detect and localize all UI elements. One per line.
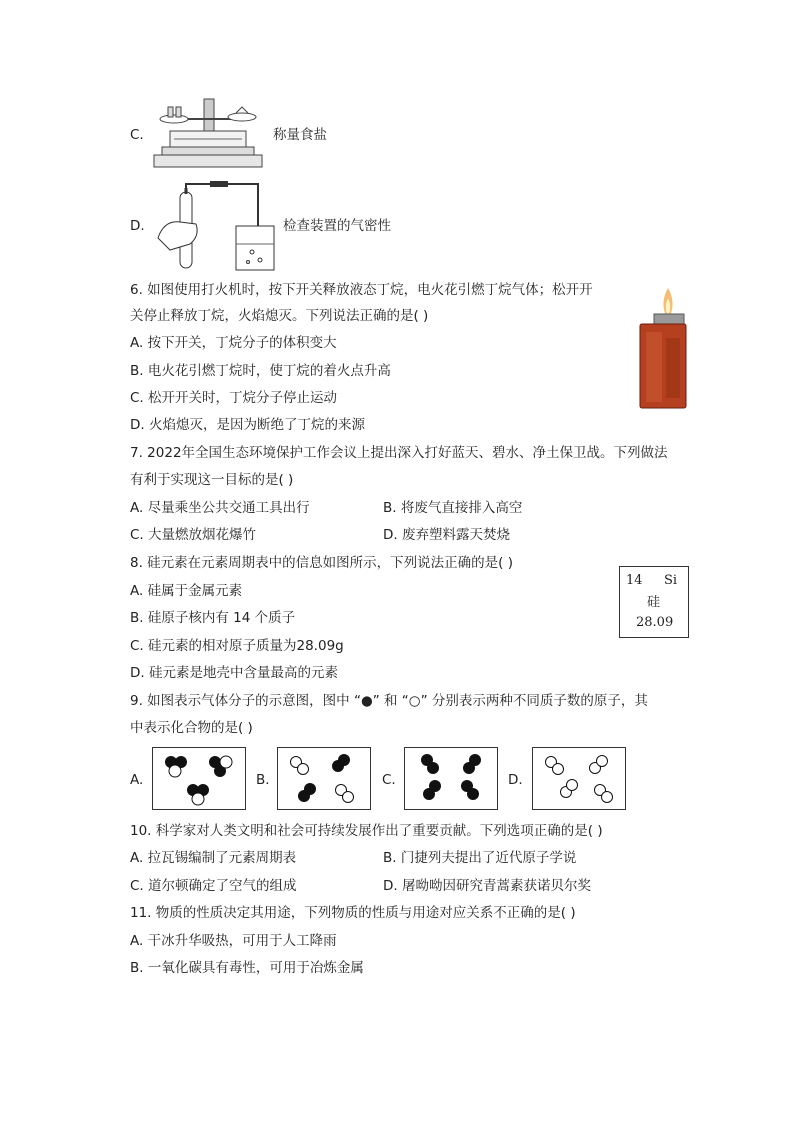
q11-option-a: A. 干冰升华吸热，可用于人工降雨 [130,933,337,949]
q9-stem-line2: 中表示化合物的是( ) [130,720,253,736]
element-name: 硅 [647,595,661,610]
q7-stem-line1: 7. 2022年全国生态环境保护工作会议上提出深入打好蓝天、碧水、净土保卫战。下列做法 [130,445,668,461]
option-d-letter: D. [130,218,145,234]
molecule-diagram-d [532,747,626,810]
q10-stem: 10. 科学家对人类文明和社会可持续发展作出了重要贡献。下列选项正确的是( ) [130,823,603,839]
q6-stem-line1: 6. 如图使用打火机时，按下开关释放液态丁烷，电火花引燃丁烷气体；松开开 [130,282,593,298]
q9-label-c: C. [382,772,396,788]
lighter-image [636,288,688,410]
molecule-diagram-c [404,747,498,810]
balance-scale-illustration [152,97,264,171]
q7-option-b: B. 将废气直接排入高空 [383,500,523,516]
atomic-mass: 28.09 [636,615,674,630]
q8-option-d: D. 硅元素是地壳中含量最高的元素 [130,665,338,681]
option-c-text: 称量食盐 [273,127,327,143]
q8-option-c: C. 硅元素的相对原子质量为28.09g [130,638,344,654]
element-symbol: Si [664,573,678,588]
molecule-diagram-b [277,747,371,810]
option-d-text: 检查装置的气密性 [283,218,391,234]
q6-option-b: B. 电火花引燃丁烷时，使丁烷的着火点升高 [130,363,391,379]
q9-label-a: A. [130,772,144,788]
q7-stem-line2: 有利于实现这一目标的是( ) [130,472,294,488]
q8-stem: 8. 硅元素在元素周期表中的信息如图所示，下列说法正确的是( ) [130,555,513,571]
q8-option-a: A. 硅属于金属元素 [130,583,243,599]
airtightness-apparatus-illustration [150,180,280,272]
q6-option-c: C. 松开开关时，丁烷分子停止运动 [130,390,338,406]
q7-option-d: D. 废弃塑料露天焚烧 [383,527,510,543]
molecule-diagram-a [152,747,246,810]
q10-option-b: B. 门捷列夫提出了近代原子学说 [383,850,577,866]
q9-stem-line1: 9. 如图表示气体分子的示意图，图中 “●” 和 “○” 分别表示两种不同质子数的原子，其 [130,693,648,709]
option-c-letter: C. [130,127,144,143]
q6-option-a: A. 按下开关，丁烷分子的体积变大 [130,335,337,351]
q11-stem: 11. 物质的性质决定其用途，下列物质的性质与用途对应关系不正确的是( ) [130,905,576,921]
q6-option-d: D. 火焰熄灭，是因为断绝了丁烷的来源 [130,417,365,433]
q7-option-c: C. 大量燃放烟花爆竹 [130,527,257,543]
silicon-element-card [619,566,689,638]
atomic-number: 14 [626,573,643,588]
q10-option-d: D. 屠呦呦因研究青蒿素获诺贝尔奖 [383,878,591,894]
q9-label-d: D. [508,772,523,788]
q6-stem-line2: 关停止释放丁烷，火焰熄灭。下列说法正确的是( ) [130,308,429,324]
q11-option-b: B. 一氧化碳具有毒性，可用于冶炼金属 [130,960,364,976]
q7-option-a: A. 尽量乘坐公共交通工具出行 [130,500,310,516]
q9-label-b: B. [256,772,270,788]
q8-option-b: B. 硅原子核内有 14 个质子 [130,610,296,626]
q10-option-c: C. 道尔顿确定了空气的组成 [130,878,297,894]
q10-option-a: A. 拉瓦锡编制了元素周期表 [130,850,297,866]
